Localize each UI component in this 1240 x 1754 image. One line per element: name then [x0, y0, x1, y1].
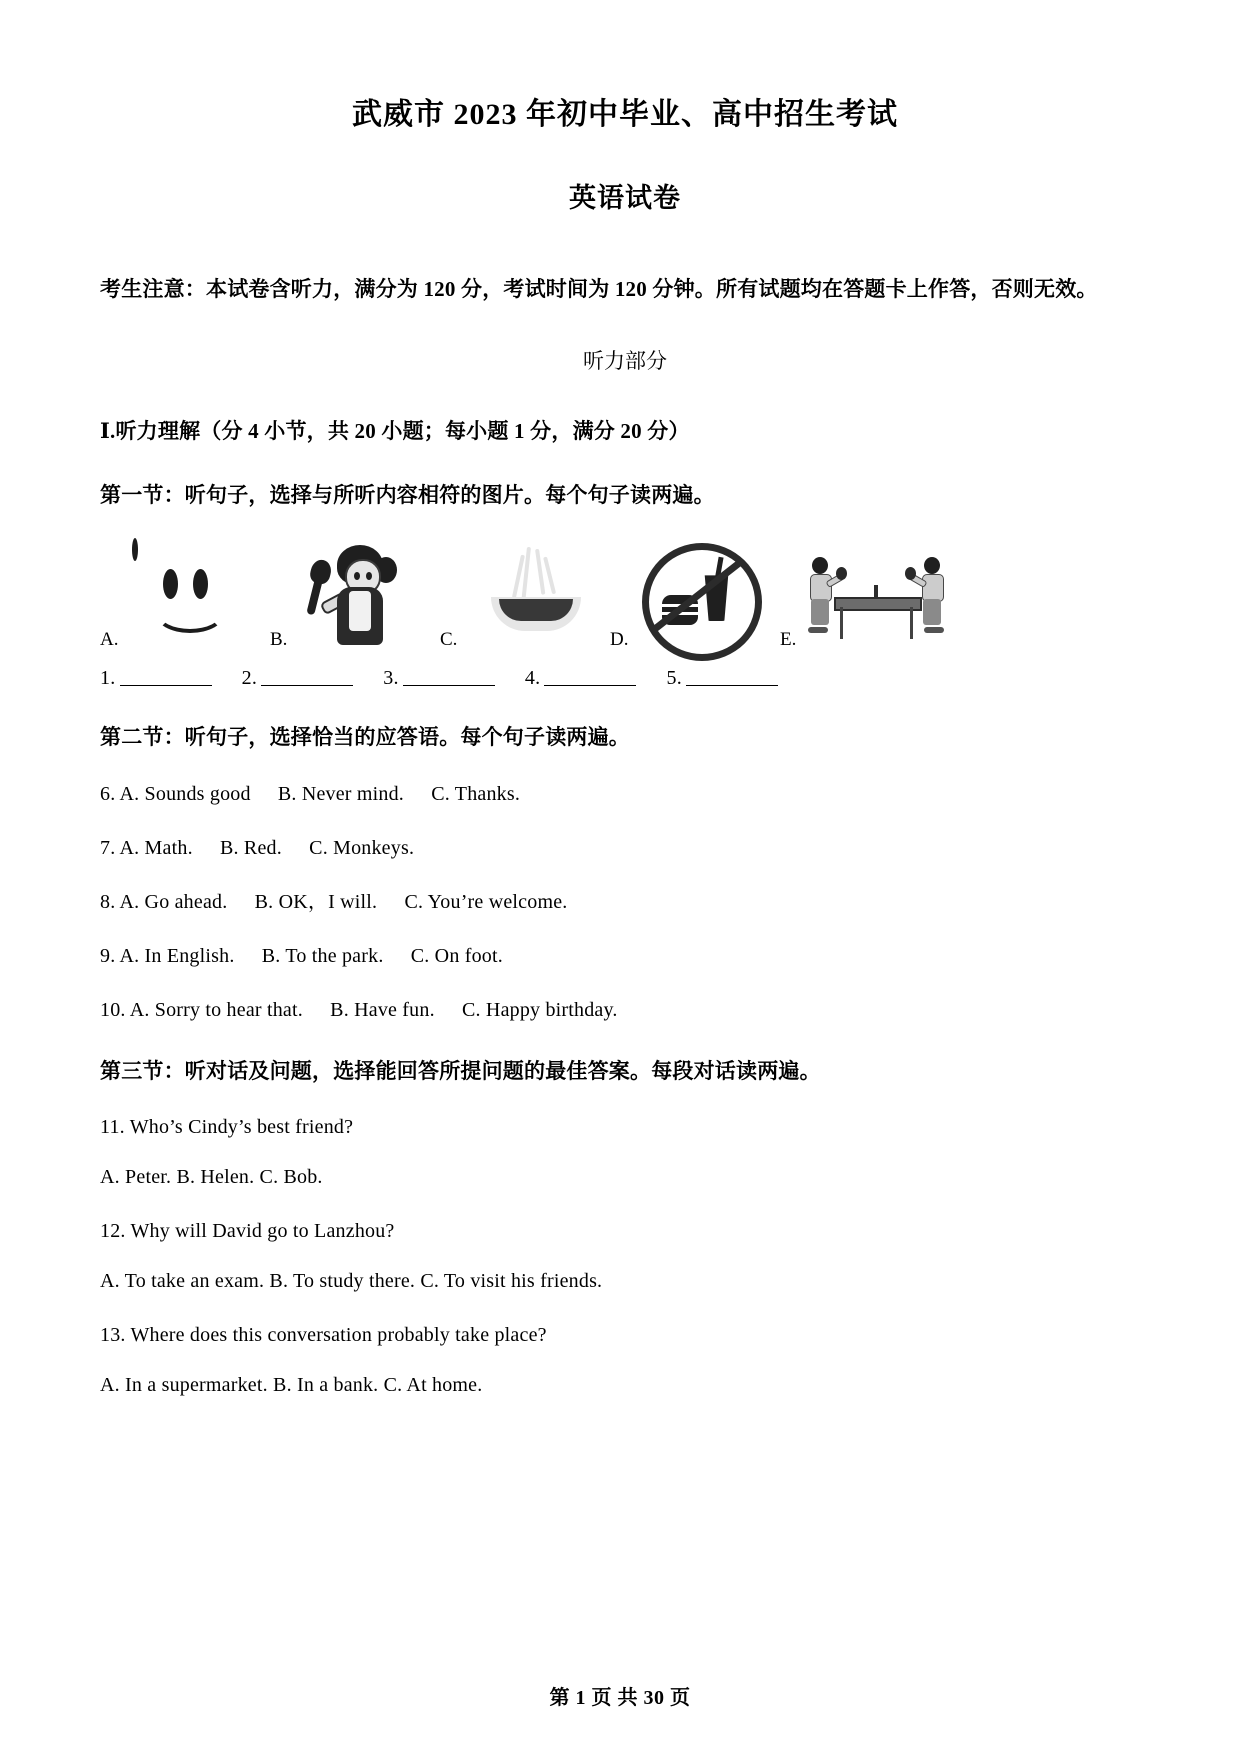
- part-heading-listening: 听力部分: [583, 348, 667, 373]
- page-title: 武威市 2023 年初中毕业、高中招生考试: [352, 98, 898, 131]
- picture-label-a: A.: [100, 629, 119, 651]
- answer-blank-4[interactable]: [525, 667, 637, 690]
- girl-cooking-icon: [291, 541, 419, 651]
- question-9-option-a[interactable]: A. In English.: [119, 944, 235, 967]
- answer-blank-number-3: 3.: [383, 667, 399, 690]
- question-13-option-b[interactable]: B. In a bank.: [273, 1374, 379, 1397]
- answer-blank-line-1[interactable]: [120, 685, 212, 686]
- question-7-number: 7.: [100, 836, 116, 859]
- question-8-option-b[interactable]: B. OK，I will.: [254, 890, 378, 913]
- answer-blank-number-4: 4.: [524, 667, 541, 690]
- question-13-option-c[interactable]: C. At home.: [383, 1374, 483, 1397]
- answer-blank-5[interactable]: [666, 667, 778, 690]
- answer-blank-line-5[interactable]: [686, 685, 778, 686]
- exam-notice: 考生注意：本试卷含听力，满分为 120 分，考试时间为 120 分钟。所有试题均在答题卡上作答，否则无效。: [100, 277, 1098, 302]
- table-tennis-icon: [800, 541, 928, 651]
- question-10-option-c[interactable]: C. Happy birthday.: [461, 998, 618, 1021]
- question-8-option-a[interactable]: A. Go ahead.: [119, 890, 228, 913]
- answer-blanks-row: [100, 667, 1150, 690]
- question-9-option-c[interactable]: C. On foot.: [410, 944, 503, 967]
- question-6-number: 6.: [100, 782, 116, 805]
- question-9-option-b[interactable]: B. To the park.: [261, 944, 384, 967]
- question-6: [100, 780, 1150, 808]
- question-10: [100, 996, 1150, 1024]
- answer-blank-3[interactable]: [383, 667, 495, 690]
- picture-option-a[interactable]: [100, 541, 270, 651]
- question-10-number: 10.: [100, 998, 126, 1021]
- picture-option-c[interactable]: [440, 541, 610, 651]
- picture-option-e[interactable]: [780, 541, 950, 651]
- page-footer: 第 1 页 共 30 页: [549, 1687, 691, 1709]
- answer-blank-1[interactable]: [100, 667, 212, 690]
- answer-blank-number-5: 5.: [666, 667, 683, 690]
- page-content: [100, 0, 1150, 1419]
- answer-blank-number-2: 2.: [241, 667, 258, 690]
- answer-blank-number-1: 1.: [100, 667, 116, 690]
- question-9-number: 9.: [100, 944, 116, 967]
- answer-blank-2[interactable]: [242, 667, 354, 690]
- question-11-stem: 11. Who’s Cindy’s best friend?: [100, 1116, 354, 1139]
- question-11-option-a[interactable]: A. Peter.: [100, 1166, 172, 1189]
- picture-option-d[interactable]: [610, 541, 780, 651]
- question-11-options: [100, 1163, 1150, 1191]
- subsection-title-one: 第一节：听句子，选择与所听内容相符的图片。每个句子读两遍。: [100, 482, 715, 507]
- question-13-stem: 13. Where does this conversation probably take place?: [100, 1324, 547, 1347]
- question-10-option-b[interactable]: B. Have fun.: [330, 998, 435, 1021]
- question-12-options: [100, 1267, 1150, 1295]
- subsection-title-two: 第二节：听句子，选择恰当的应答语。每个句子读两遍。: [100, 725, 630, 750]
- question-12-stem: 12. Why will David go to Lanzhou?: [100, 1220, 395, 1243]
- answer-blank-line-4[interactable]: [544, 685, 636, 686]
- question-7: [100, 834, 1150, 862]
- question-11-option-b[interactable]: B. Helen.: [176, 1166, 255, 1189]
- question-12-option-b[interactable]: B. To study there.: [269, 1270, 416, 1293]
- question-7-option-b[interactable]: B. Red.: [219, 836, 282, 859]
- picture-options-row: [100, 533, 1150, 651]
- question-7-option-c[interactable]: C. Monkeys.: [309, 836, 415, 859]
- question-13-option-a[interactable]: A. In a supermarket.: [100, 1374, 268, 1397]
- section-title-listening-comprehension: [100, 416, 1150, 448]
- question-10-option-a[interactable]: A. Sorry to hear that.: [129, 998, 303, 1021]
- page-subtitle: 英语试卷: [569, 182, 681, 213]
- question-12-option-c[interactable]: C. To visit his friends.: [420, 1270, 603, 1293]
- question-7-option-a[interactable]: A. Math.: [119, 836, 193, 859]
- question-6-option-a[interactable]: A. Sounds good: [119, 782, 251, 805]
- noodles-bowl-icon: [461, 541, 589, 651]
- question-8-option-c[interactable]: C. You’re welcome.: [404, 890, 568, 913]
- picture-label-d: D.: [610, 629, 629, 651]
- question-6-option-b[interactable]: B. Never mind.: [277, 782, 404, 805]
- question-8-number: 8.: [100, 890, 116, 913]
- section-title-text: 听力理解（分 4 小节，共 20 小题；每小题 1 分，满分 20 分）: [115, 419, 690, 444]
- picture-label-b: B.: [270, 629, 288, 651]
- question-8: [100, 888, 1150, 916]
- smiley-face-icon: [122, 541, 250, 651]
- answer-blank-line-3[interactable]: [403, 685, 495, 686]
- picture-option-b[interactable]: [270, 541, 440, 651]
- question-6-option-c[interactable]: C. Thanks.: [431, 782, 521, 805]
- question-13-options: [100, 1371, 1150, 1399]
- picture-label-e: E.: [780, 629, 797, 651]
- question-11-option-c[interactable]: C. Bob.: [259, 1166, 323, 1189]
- question-12-option-a[interactable]: A. To take an exam.: [100, 1270, 265, 1293]
- subsection-title-three: 第三节：听对话及问题，选择能回答所提问题的最佳答案。每段对话读两遍。: [100, 1058, 821, 1083]
- answer-blank-line-2[interactable]: [261, 685, 353, 686]
- no-food-drink-sign-icon: [632, 541, 760, 651]
- section-number: Ⅰ.: [100, 419, 116, 444]
- question-9: [100, 942, 1150, 970]
- picture-label-c: C.: [440, 629, 458, 651]
